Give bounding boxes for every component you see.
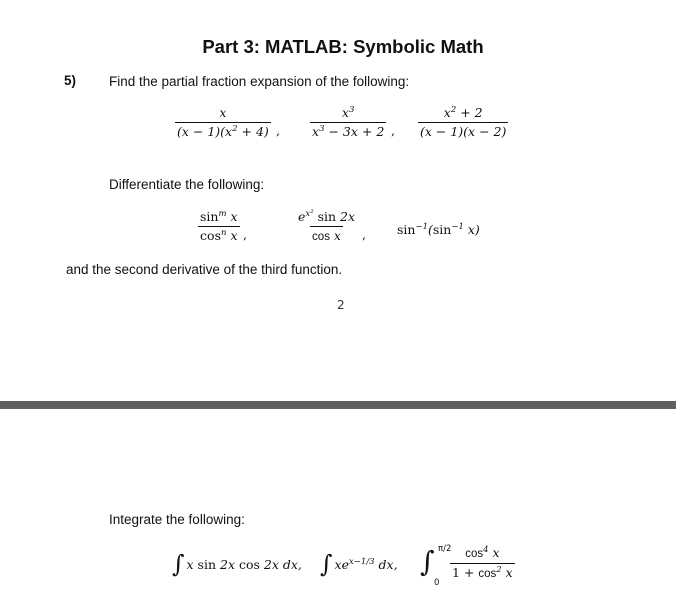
page-title: Part 3: MATLAB: Symbolic Math bbox=[202, 36, 484, 57]
diff-expression-3: $\sin^{-1}(\sin^{-1}$ x) bbox=[397, 221, 480, 237]
pf-expression-1 bbox=[175, 106, 271, 139]
integral-sign-icon: ∫ bbox=[320, 550, 333, 578]
pf-expression-1-denominator: $(x - 1)(x^2 + 4)$ bbox=[177, 123, 269, 139]
page-number: 2 bbox=[337, 298, 345, 312]
differentiate-instruction: Differentiate the following: bbox=[109, 177, 265, 192]
partial-fraction-instruction: Find the partial fraction expansion of the following: bbox=[109, 74, 410, 89]
diff-expression-1-comma: , bbox=[243, 227, 247, 242]
pf-expression-2 bbox=[310, 106, 386, 139]
question-number: 5) bbox=[64, 73, 77, 88]
integral-sign-icon: ∫ bbox=[172, 550, 185, 578]
int-expression-3-denominator: $1 + \cos^2 x$ bbox=[452, 564, 513, 580]
pf-expression-3-numerator: $x^2 + 2$ bbox=[443, 104, 483, 120]
pf-expression-2-denominator: $x^3 - 3x + 2$ bbox=[312, 123, 385, 139]
pf-expression-3-denominator: (x − 1)(x − 2) bbox=[420, 124, 507, 139]
diff-expression-2 bbox=[296, 210, 357, 244]
int-expression-3-numerator: $\cos^4 x$ bbox=[465, 544, 500, 560]
diff-expression-1 bbox=[198, 210, 240, 243]
int-expression-3 bbox=[420, 540, 530, 590]
integral-sign-icon: ∫ bbox=[420, 545, 435, 578]
lower-limit: 0 bbox=[434, 578, 440, 588]
pf-expression-1-comma: , bbox=[276, 123, 280, 138]
int-expression-1: ∫ x sin 2x cos 2x dx, bbox=[172, 550, 302, 578]
diff-expression-2-denominator: cos x bbox=[312, 228, 341, 243]
page-break-divider bbox=[0, 401, 676, 409]
second-derivative-note: and the second derivative of the third function. bbox=[66, 262, 343, 277]
diff-expression-1-numerator: $\sin^m x$ bbox=[200, 208, 238, 224]
integrate-instruction: Integrate the following: bbox=[109, 512, 245, 527]
pf-expression-2-comma: , bbox=[391, 123, 395, 138]
int-expression-2: ∫ $xe^{x-1/3}$ dx, bbox=[320, 550, 398, 578]
diff-expression-1-denominator: $\cos^n x$ bbox=[200, 227, 238, 243]
upper-limit: π/2 bbox=[438, 544, 452, 554]
pf-expression-1-numerator: x bbox=[219, 105, 227, 120]
int-expression-3-fraction bbox=[450, 546, 515, 581]
diff-expression-2-comma: , bbox=[362, 227, 366, 242]
pf-expression-2-numerator: $x^3$ bbox=[341, 104, 355, 120]
diff-expression-2-numerator: $e^{x^2}$ sin 2x bbox=[298, 208, 356, 224]
pf-expression-3 bbox=[418, 106, 508, 139]
